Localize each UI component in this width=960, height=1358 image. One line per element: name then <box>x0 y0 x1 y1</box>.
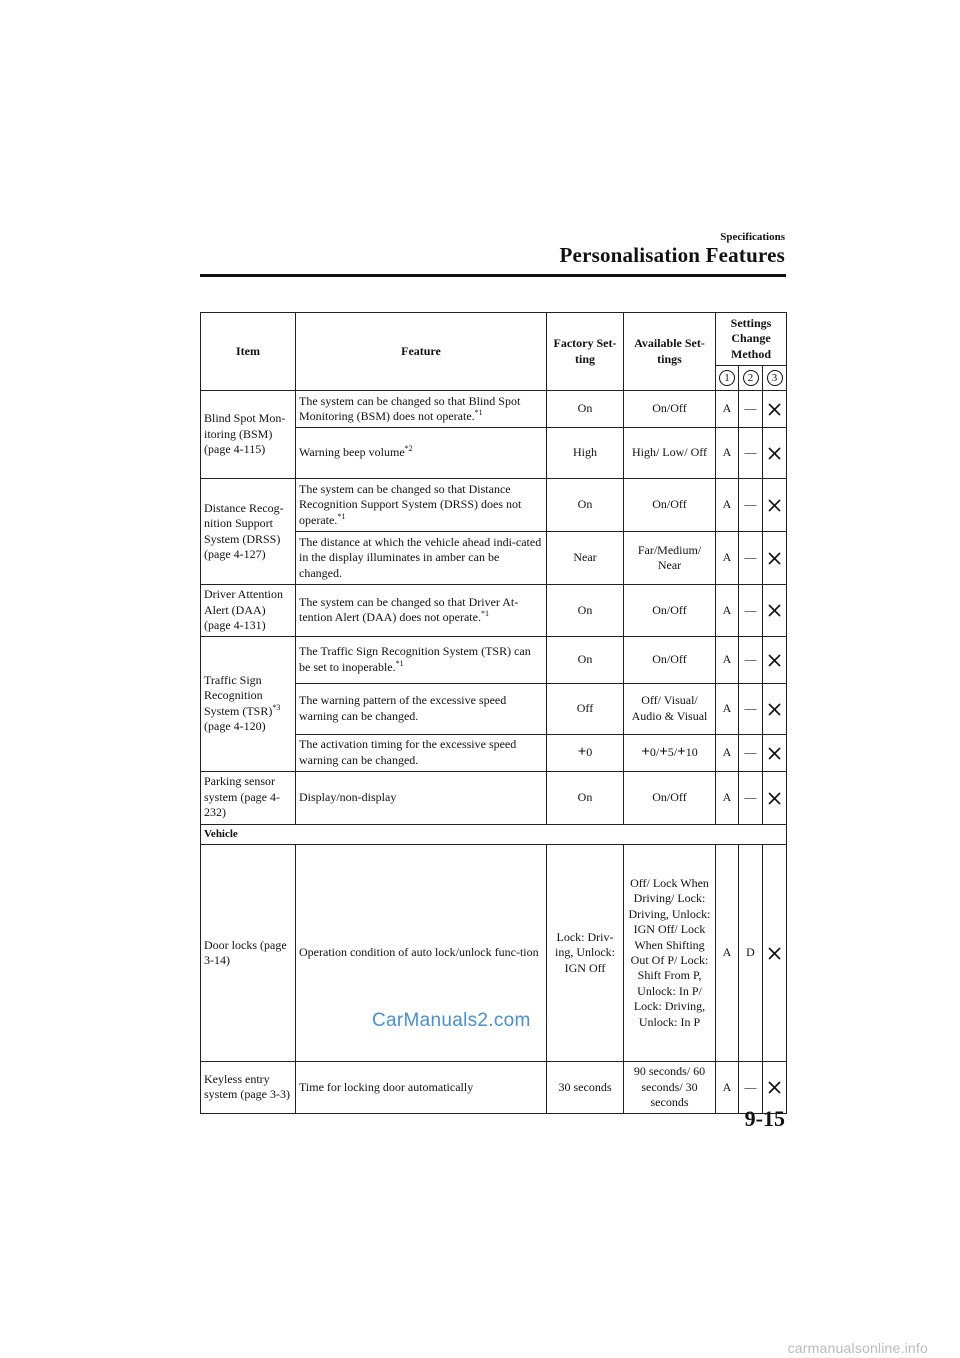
available-value: 0/ <box>649 744 660 759</box>
method-1-cell: A <box>716 734 739 771</box>
method-3-cell <box>763 845 787 1062</box>
available-cell <box>624 734 716 771</box>
factory-cell: 30 seconds <box>547 1062 624 1114</box>
method-2-cell: — <box>739 585 763 637</box>
method-2-cell: — <box>739 771 763 824</box>
factory-cell: On <box>547 585 624 637</box>
factory-cell: On <box>547 391 624 428</box>
not-available-icon <box>768 654 781 667</box>
footnote-ref: *1 <box>337 511 346 521</box>
method-3-cell <box>763 479 787 532</box>
header-factory-setting: Factory Set-ting <box>547 313 624 391</box>
item-cell <box>201 479 296 585</box>
available-cell: Far/Medium/ Near <box>624 532 716 585</box>
feature-cell <box>296 479 547 532</box>
method-3-cell <box>763 636 787 683</box>
plus-icon: + <box>677 743 686 760</box>
footnote-ref: *1 <box>474 408 483 417</box>
feature-cell <box>296 636 547 683</box>
method-2-cell: — <box>739 532 763 585</box>
method-3-icon: 3 <box>767 370 783 386</box>
method-3-cell <box>763 771 787 824</box>
method-1-cell: A <box>716 636 739 683</box>
item-cell: Keyless entry system (page 3-3) <box>201 1062 296 1114</box>
footnote-ref: *1 <box>480 609 489 619</box>
available-cell: 90 seconds/ 60 seconds/ 30 seconds <box>624 1062 716 1114</box>
section-label: Specifications <box>720 231 785 243</box>
available-cell: On/Off <box>624 391 716 428</box>
feature-text: The Traffic Sign Recognition System (TSR) can be set to inoperable. <box>299 644 531 674</box>
item-cell <box>201 636 296 771</box>
factory-cell: Off <box>547 683 624 734</box>
not-available-icon <box>768 447 781 460</box>
factory-value: 0 <box>586 744 593 759</box>
header-available-settings: Available Set-tings <box>624 313 716 391</box>
table-row <box>201 1062 787 1114</box>
feature-cell: Time for locking door automatically <box>296 1062 547 1114</box>
category-row <box>201 824 787 845</box>
feature-cell: Operation condition of auto lock/unlock func-tion <box>296 845 547 1062</box>
item-page-ref: (page 4-120) <box>204 719 266 733</box>
available-cell: On/Off <box>624 479 716 532</box>
feature-cell <box>296 391 547 428</box>
category-vehicle: Vehicle <box>201 824 787 845</box>
feature-text: The system can be changed so that Driver At-tention Alert (DAA) does not operate. <box>299 594 519 625</box>
not-available-icon <box>768 604 781 617</box>
item-label: Blind Spot Mon-itoring (BSM) (page 4-115) <box>204 411 286 457</box>
header-item: Item <box>201 313 296 391</box>
table-row <box>201 479 787 532</box>
factory-cell: High <box>547 428 624 479</box>
feature-cell <box>296 585 547 637</box>
not-available-icon <box>768 747 781 760</box>
feature-text: Warning beep volume <box>299 445 405 460</box>
footnote-ref: *3 <box>272 702 281 712</box>
method-3-cell <box>763 428 787 479</box>
plus-icon: + <box>577 743 587 760</box>
method-1-icon: 1 <box>719 370 735 386</box>
method-1-cell: A <box>716 845 739 1062</box>
method-2-cell: — <box>739 1062 763 1114</box>
method-3-cell <box>763 391 787 428</box>
method-2-cell: — <box>739 479 763 532</box>
page-number: 9-15 <box>744 1106 785 1131</box>
page-title: Personalisation Features <box>559 243 785 267</box>
method-2-cell: — <box>739 683 763 734</box>
header-change-method: Settings Change Method <box>716 313 787 366</box>
item-cell: Door locks (page 3-14) <box>201 845 296 1062</box>
method-2-icon: 2 <box>743 370 759 386</box>
header-feature: Feature <box>296 313 547 391</box>
feature-cell <box>296 428 547 479</box>
footnote-ref: *1 <box>395 658 404 668</box>
method-2-cell: — <box>739 391 763 428</box>
item-cell <box>201 391 296 479</box>
not-available-icon <box>768 792 781 805</box>
footnote-ref: *2 <box>404 444 413 454</box>
not-available-icon <box>768 403 781 416</box>
table-row <box>201 771 787 824</box>
available-cell: Off/ Lock When Driving/ Lock: Driving, Unlock: IGN Off/ Lock When Shifting Out Of P/ Lock: Shift From P, Unlock: In P/ Lock: Driving, Unlock: In P <box>624 845 716 1062</box>
table-header-row <box>201 313 787 366</box>
feature-text: The system can be changed so that Distance Recognition Support System (DRSS) does not operate. <box>299 481 522 527</box>
feature-cell: The distance at which the vehicle ahead indi-cated in the display illuminates in amber can be changed. <box>296 532 547 585</box>
method-3-cell <box>763 532 787 585</box>
method-3-cell <box>763 585 787 637</box>
method-1-cell: A <box>716 1062 739 1114</box>
plus-icon: + <box>659 743 668 760</box>
factory-cell <box>547 734 624 771</box>
available-cell: On/Off <box>624 636 716 683</box>
method-1-cell: A <box>716 683 739 734</box>
method-1-cell: A <box>716 532 739 585</box>
method-2-cell: — <box>739 636 763 683</box>
item-cell: Parking sensor system (page 4-232) <box>201 771 296 824</box>
personalisation-table <box>200 312 787 1114</box>
feature-cell: Display/non-display <box>296 771 547 824</box>
method-1-cell: A <box>716 428 739 479</box>
item-label: Traffic Sign Recognition System (TSR) <box>204 672 273 718</box>
available-value: 5/ <box>667 744 678 759</box>
available-cell: On/Off <box>624 771 716 824</box>
factory-cell: Lock: Driv-ing, Unlock: IGN Off <box>547 845 624 1062</box>
factory-cell: On <box>547 479 624 532</box>
feature-cell: The warning pattern of the excessive speed warning can be changed. <box>296 683 547 734</box>
not-available-icon <box>768 703 781 716</box>
not-available-icon <box>768 552 781 565</box>
item-label: Distance Recog-nition Support System (DRSS) (page 4-127) <box>204 500 284 561</box>
method-2-cell: — <box>739 428 763 479</box>
header-rule <box>200 274 786 277</box>
method-2-cell: D <box>739 845 763 1062</box>
available-cell: High/ Low/ Off <box>624 428 716 479</box>
available-cell: Off/ Visual/ Audio & Visual <box>624 683 716 734</box>
table-row <box>201 636 787 683</box>
method-1-cell: A <box>716 585 739 637</box>
factory-cell: On <box>547 636 624 683</box>
feature-cell: The activation timing for the excessive speed warning can be changed. <box>296 734 547 771</box>
method-1-cell: A <box>716 479 739 532</box>
footer-watermark[interactable]: carmanualsonline.info <box>787 1340 928 1356</box>
method-1-cell: A <box>716 391 739 428</box>
method-3-cell <box>763 734 787 771</box>
available-cell: On/Off <box>624 585 716 637</box>
table-row <box>201 585 787 637</box>
plus-icon: + <box>641 743 650 760</box>
watermark-logo[interactable]: CarManuals2.com <box>372 1010 531 1031</box>
factory-cell: Near <box>547 532 624 585</box>
available-value: 10 <box>685 744 698 759</box>
method-3-cell <box>763 683 787 734</box>
not-available-icon <box>768 499 781 512</box>
method-2-cell: — <box>739 734 763 771</box>
item-label: Driver Attention Alert (DAA) (page 4-131) <box>204 587 283 632</box>
item-cell <box>201 585 296 637</box>
not-available-icon <box>768 947 781 960</box>
method-1-cell: A <box>716 771 739 824</box>
table-row <box>201 391 787 428</box>
feature-text: The system can be changed so that Blind Spot Monitoring (BSM) does not operate. <box>299 393 521 423</box>
factory-cell: On <box>547 771 624 824</box>
not-available-icon <box>768 1081 781 1094</box>
